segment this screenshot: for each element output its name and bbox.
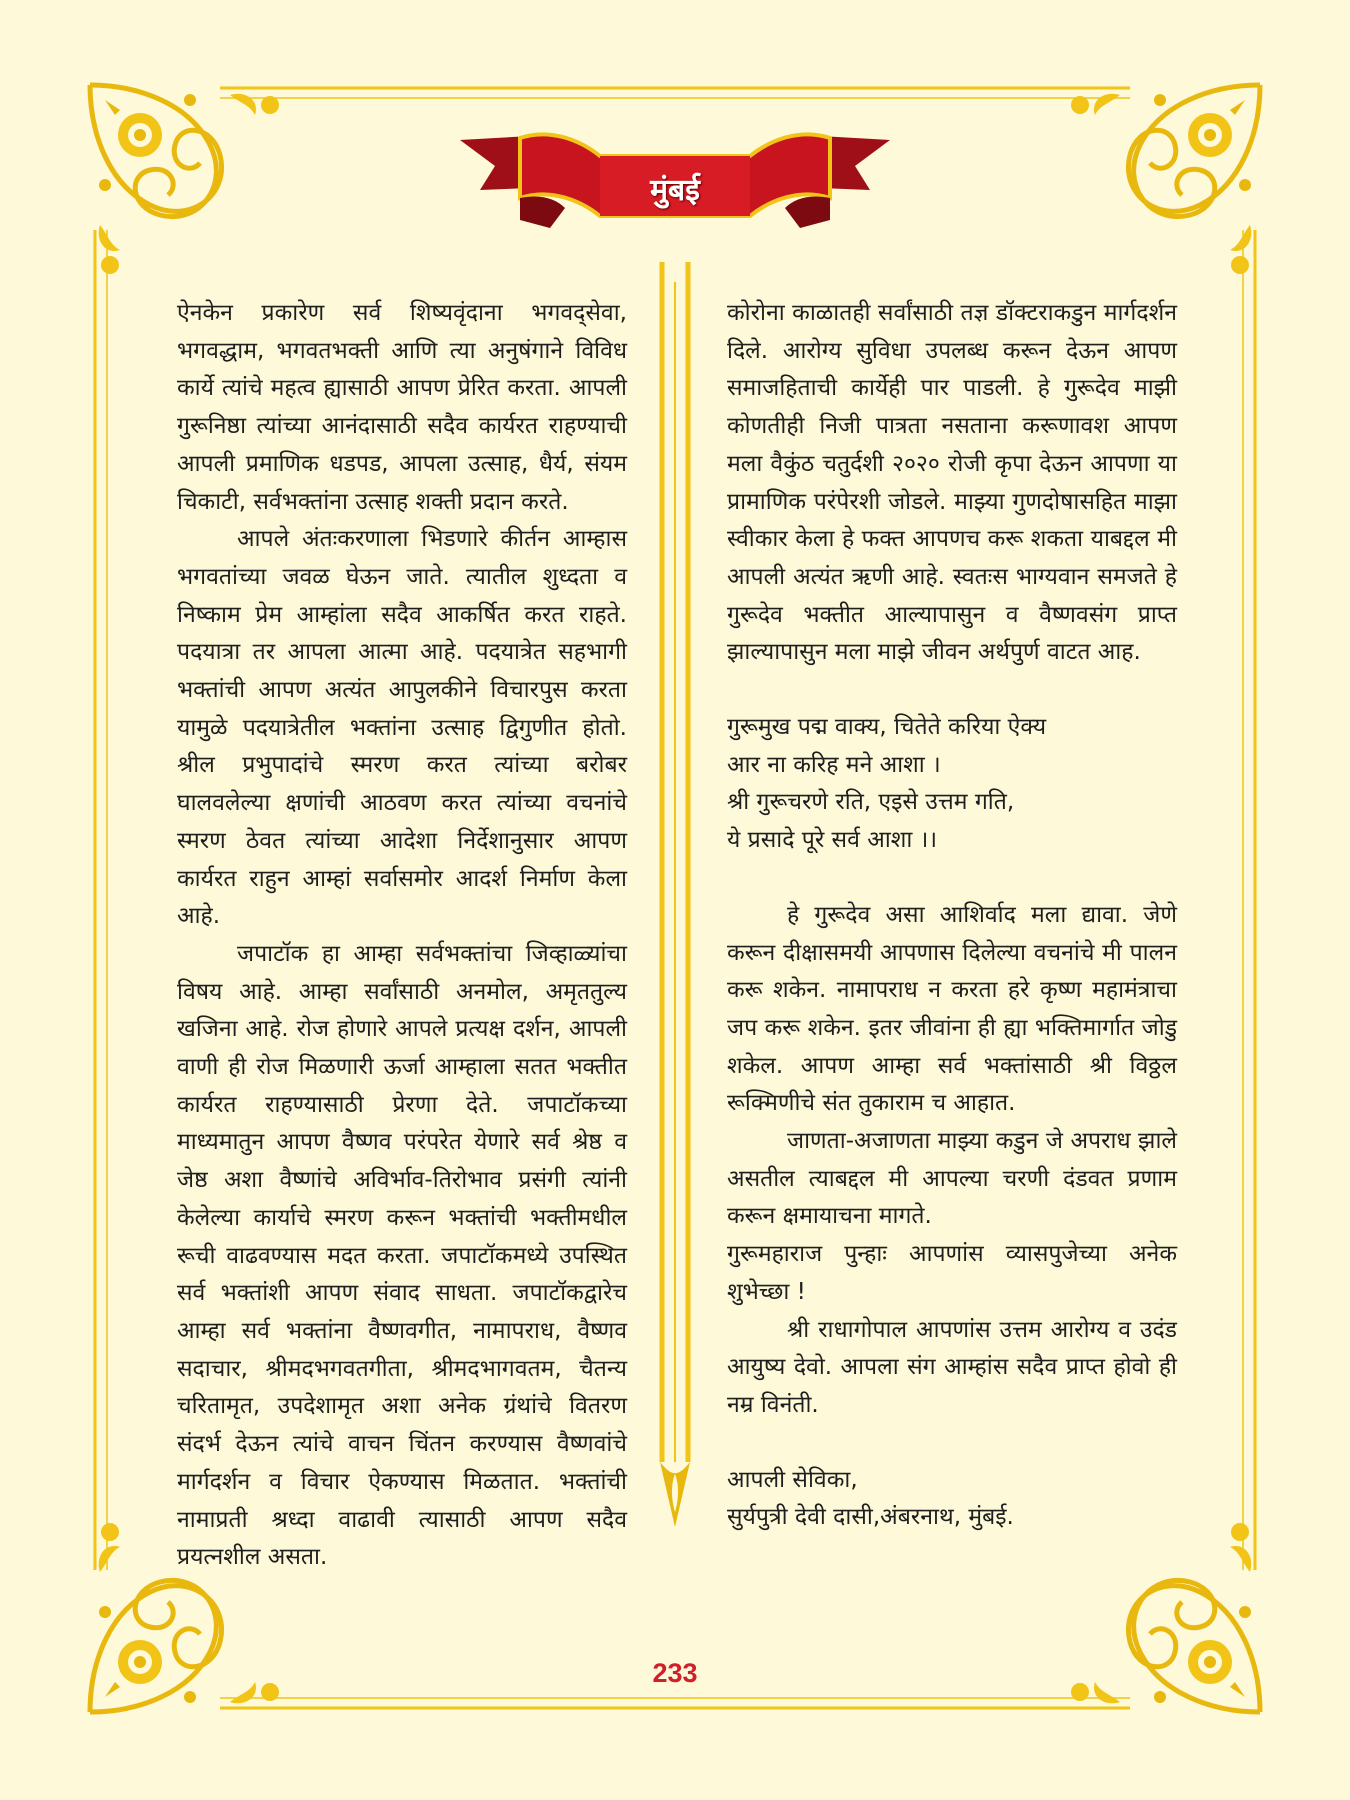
verse-line-3: श्री गुरूचरणे रति, एइसे उत्तम गति, (727, 789, 1015, 816)
verse-line-2: आर ना करिह मने आशा । (727, 751, 941, 778)
closing-salutation: आपली सेविका, (727, 1466, 858, 1493)
signature: सुर्यपुत्री देवी दासी,अंबरनाथ, मुंबई. (727, 1504, 1014, 1531)
left-paragraph-1: ऐनकेन प्रकारेण सर्व शिष्यवृंदाना भगवद्सेवा, भगवद्धाम, भगवतभक्ती आणि त्या अनुषंगाने विविध कार्ये त्यांचे महत्व ह्यासाठी आपण प्रेरित करता. आपली गुरूनिष्ठा त्यांच्या आनंदासाठी सदैव कार्यरत राहण्याची आपली प्रमाणिक धडपड, आपला उत्साह, धैर्य, संयम चिकाटी, सर्वभक्तांना उत्साह शक्ती प्रदान करते. (177, 300, 627, 515)
right-paragraph-2: हे गुरूदेव असा आशिर्वाद मला द्यावा. जेणे करून दीक्षासमयी आपणास दिलेल्या वचनांचे मी पालन करू शकेन. नामापराध न करता हरे कृष्ण महामंत्राचा जप करू शकेन. इतर जीवांना ही ह्या भक्तिमार्गात जोडु शकेल. आपण आम्हा सर्व भक्तांसाठी श्री विठ्ठल रूक्मिणीचे संत तुकाराम च आहात. (727, 901, 1177, 1117)
right-paragraph-1: कोरोना काळातही सर्वांसाठी तज्ञ डॉक्टराकडुन मार्गदर्शन दिले. आरोग्य सुविधा उपलब्ध करून देऊन आपण समाजहिताची कार्येही पार पाडली. हे गुरूदेव माझी कोणतीही निजी पात्रता नसताना करूणावश आपण मला वैकुंठ चतुर्दशी २०२० रोजी कृपा देऊन आपणा या प्रामाणिक परंपेरशी जोडले. माझ्या गुणदोषासहित माझा स्वीकार केला हे फक्त आपणच करू शकता याबद्दल मी आपली अत्यंत ऋणी आहे. स्वतःस भाग्यवान समजते हे गुरूदेव भक्तीत आल्यापासुन व वैष्णवसंग प्राप्त झाल्यापासुन मला माझे जीवन अर्थपुर्ण वाटत आह. (727, 300, 1177, 666)
page-title: मुंबई (650, 173, 700, 208)
right-paragraph-5: श्री राधागोपाल आपणांस उत्तम आरोग्य व उदंड आयुष्य देवो. आपला संग आम्हांस सदैव प्राप्त होवो ही नम्र विनंती. (727, 1316, 1177, 1418)
page-number: 233 (652, 1658, 698, 1688)
right-paragraph-3: जाणता-अजाणता माझ्या कडुन जे अपराध झाले असतील त्याबद्दल मी आपल्या चरणी दंडवत प्रणाम करून क्षमायाचना मागते. (727, 1128, 1177, 1230)
column-divider-ornament (652, 262, 698, 1532)
verse-block (727, 709, 1177, 860)
right-paragraph-4: गुरूमहाराज पुन्हाः आपणांस व्यासपुजेच्या अनेक शुभेच्छा ! (727, 1241, 1177, 1305)
left-paragraph-2: आपले अंतःकरणाला भिडणारे कीर्तन आम्हास भगवतांच्या जवळ घेऊन जाते. त्यातील शुध्दता व निष्काम प्रेम आम्हांला सदैव आकर्षित करत राहते. पदयात्रा तर आपला आत्मा आहे. पदयात्रेत सहभागी भक्तांची आपण अत्यंत आपुलकीने विचारपुस करता यामुळे पदयात्रेतील भक्तांना उत्साह द्विगुणीत होतो. श्रील प्रभुपादांचे स्मरण करत त्यांच्या बरोबर घालवलेल्या क्षणांची आठवण करत त्यांच्या वचनांचे स्मरण ठेवत त्यांच्या आदेशा निर्देशानुसार आपण कार्यरत राहुन आम्हां सर्वासमोर आदर्श निर्माण केला आहे. (177, 526, 627, 930)
left-text-column (177, 295, 627, 1577)
verse-line-1: गुरूमुख पद्म वाक्य, चितेते करिया ऐक्य (727, 714, 1047, 741)
right-text-column (727, 295, 1177, 1537)
left-paragraph-3: जपाटॉक हा आम्हा सर्वभक्तांचा जिव्हाळ्यांचा विषय आहे. आम्हा सर्वांसाठी अनमोल, अमृततुल्य खजिना आहे. रोज होणारे आपले प्रत्यक्ष दर्शन, आपली वाणी ही रोज मिळणारी ऊर्जा आम्हाला सतत भक्तीत कार्यरत राहण्यासाठी प्रेरणा देते. जपाटॉकच्या माध्यमातुन आपण वैष्णव परंपरेत येणारे सर्व श्रेष्ठ व जेष्ठ अशा वैष्णांचे अविर्भाव-तिरोभाव प्रसंगी त्यांनी केलेल्या कार्याचे स्मरण करून भक्तांची भक्तीमधील रूची वाढवण्यास मदत करता. जपाटॉकमध्ये उपस्थित सर्व भक्तांशी आपण संवाद साधता. जपाटॉकद्वारेच आम्हा सर्व भक्तांना वैष्णवगीत, नामापराध, वैष्णव सदाचार, श्रीमदभगवतगीता, श्रीमदभागवतम, चैतन्य चरितामृत, उपदेशामृत अशा अनेक ग्रंथांचे वितरण संदर्भ देऊन त्यांचे वाचन चिंतन करण्यास वैष्णवांचे मार्गदर्शन व विचार ऐकण्यास मिळतात. भक्तांची नामाप्रती श्रध्दा वाढावी त्यासाठी आपण सदैव प्रयत्नशील असता. (177, 940, 627, 1571)
verse-line-4: ये प्रसादे पूरे सर्व आशा ।। (727, 827, 938, 854)
